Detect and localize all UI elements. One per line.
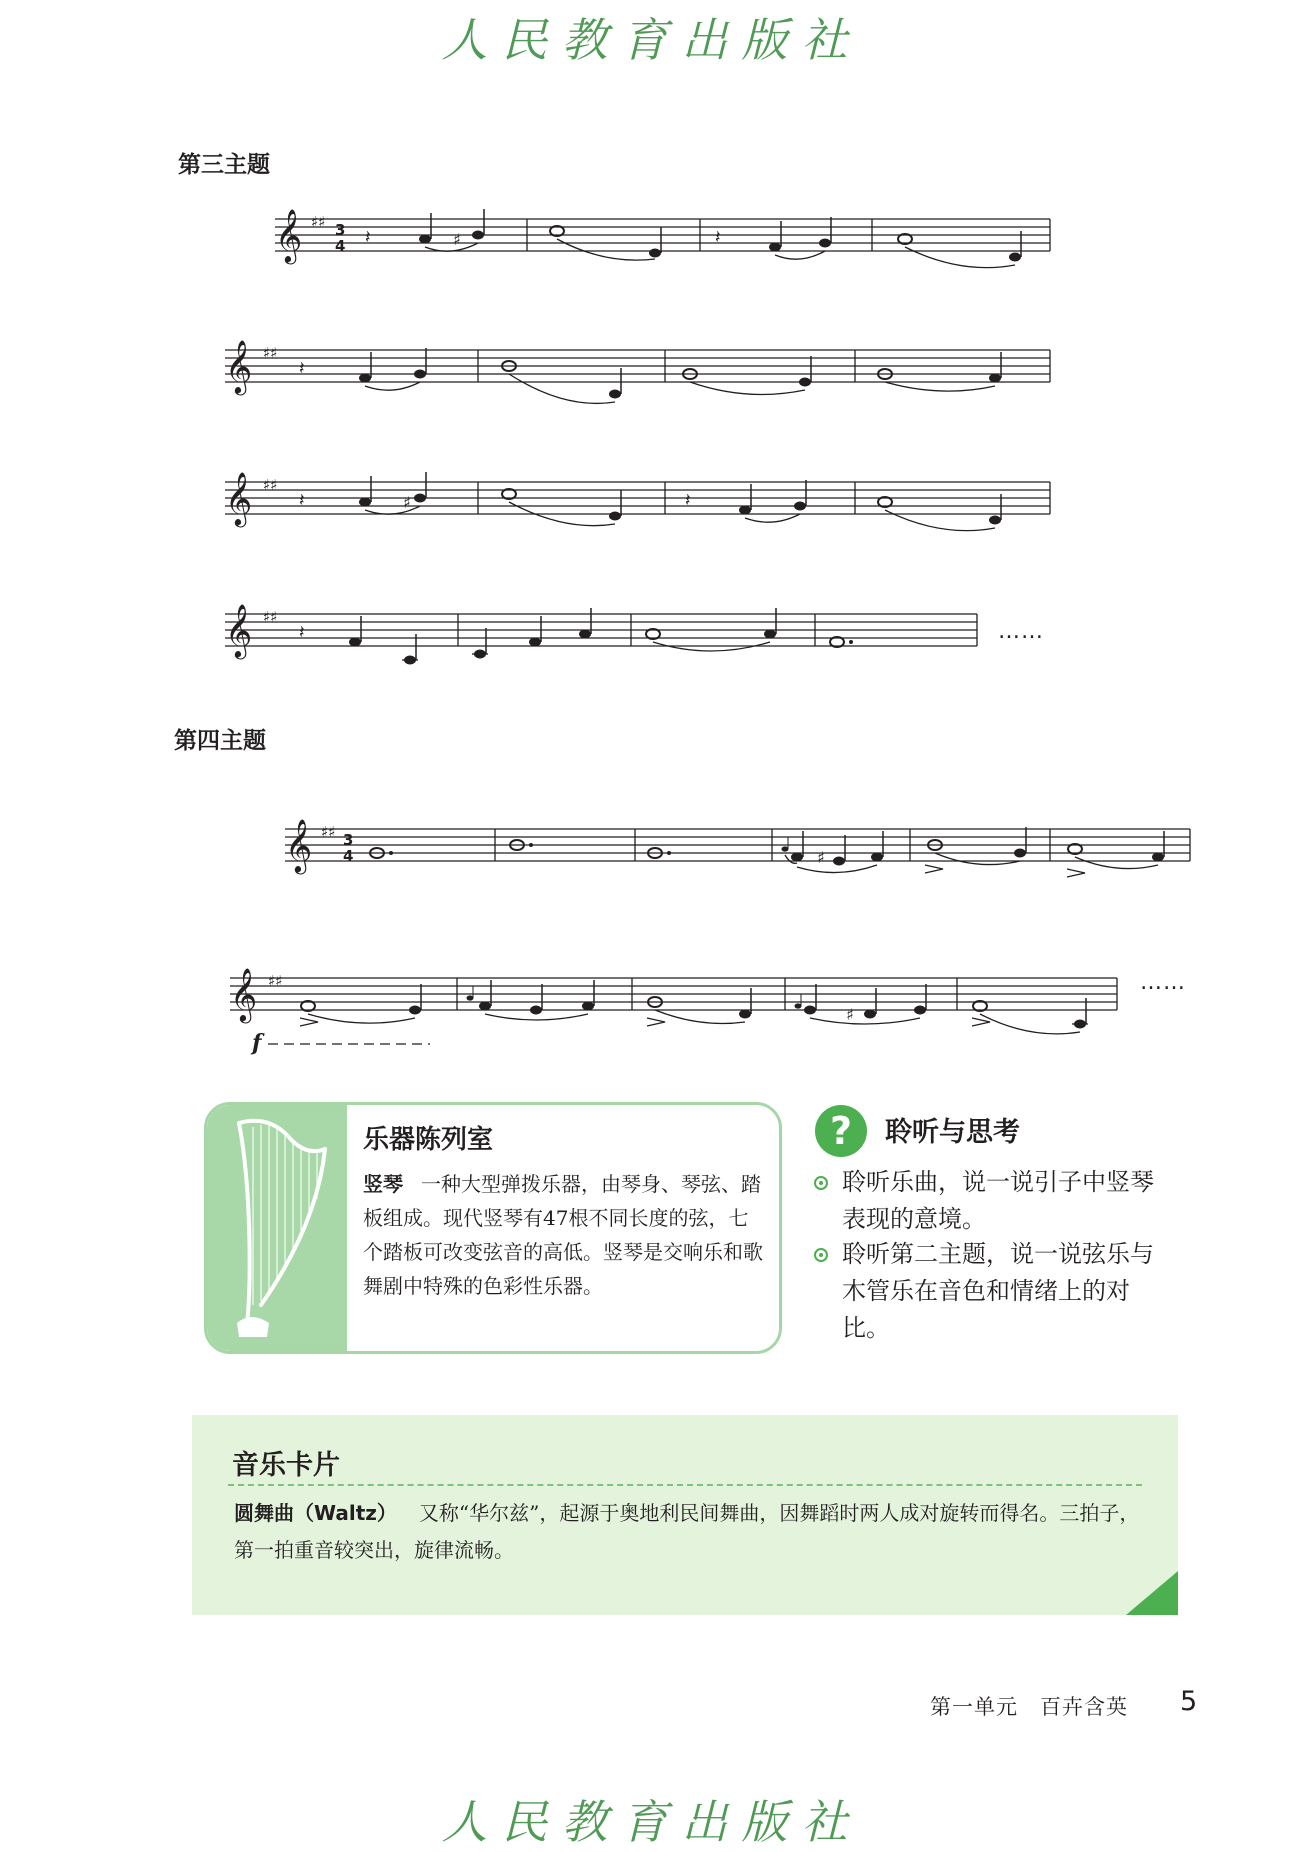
theme3-label: 第三主题 xyxy=(178,152,270,178)
svg-text:♯: ♯ xyxy=(817,848,825,867)
instrument-term: 竖琴 xyxy=(363,1172,403,1196)
instrument-title: 乐器陈列室 xyxy=(363,1125,494,1155)
instrument-description xyxy=(363,1167,763,1303)
footer-unit: 第一单元 百卉含英 xyxy=(930,1695,1128,1719)
page-curl-icon xyxy=(1126,1571,1178,1615)
harp-icon xyxy=(207,1105,347,1351)
question-icon: ? xyxy=(815,1105,867,1157)
svg-text:𝄞: 𝄞 xyxy=(285,818,313,872)
listen-think-item-1: 聆听乐曲，说一说引子中竖琴表现的意境。 xyxy=(814,1164,1174,1238)
theme3-staff-3 xyxy=(225,468,1055,538)
svg-text:♯: ♯ xyxy=(403,493,411,512)
music-card-description xyxy=(234,1495,1144,1569)
page-number: 5 xyxy=(1180,1686,1198,1717)
bullet-icon xyxy=(814,1248,828,1262)
svg-text:3: 3 xyxy=(343,831,354,849)
svg-text:𝄽: 𝄽 xyxy=(299,358,305,379)
svg-text:𝄽: 𝄽 xyxy=(299,622,305,643)
theme4-staff-1 xyxy=(285,815,1195,885)
divider xyxy=(228,1484,1142,1486)
publisher-footer: 人民教育出版社 xyxy=(441,1795,862,1849)
svg-text:3: 3 xyxy=(335,221,346,239)
theme4-continuation: …… xyxy=(1140,970,1186,995)
instrument-desc-text: 一种大型弹拨乐器，由琴身、琴弦、踏板组成。现代竖琴有47根不同长度的弦，七个踏板可改变弦音的高低。竖琴是交响乐和歌舞剧中特殊的色彩性乐器。 xyxy=(363,1172,763,1298)
bullet-icon xyxy=(814,1176,828,1190)
svg-text:♯♯: ♯♯ xyxy=(263,344,278,362)
listen-think-item-2: 聆听第二主题，说一说弦乐与木管乐在音色和情绪上的对比。 xyxy=(814,1236,1174,1347)
svg-text:♯♯: ♯♯ xyxy=(263,608,278,626)
svg-text:4: 4 xyxy=(335,237,346,255)
theme3-staff-1 xyxy=(275,205,1055,275)
svg-text:♯♯: ♯♯ xyxy=(263,476,278,494)
svg-text:♯♯: ♯♯ xyxy=(268,972,283,990)
svg-text:𝄽: 𝄽 xyxy=(299,490,305,511)
svg-text:♯: ♯ xyxy=(846,1005,854,1024)
music-card-desc-text: 又称“华尔兹”，起源于奥地利民间舞曲，因舞蹈时两人成对旋转而得名。三拍子，第一拍重音较突出，旋律流畅。 xyxy=(234,1501,1140,1562)
theme3-staff-2 xyxy=(225,336,1055,406)
listen-think-title: 聆听与思考 xyxy=(885,1117,1020,1148)
theme4-staff-2 xyxy=(230,964,1130,1064)
svg-text:𝄽: 𝄽 xyxy=(715,227,721,248)
svg-text:𝄞: 𝄞 xyxy=(230,967,258,1021)
instrument-box xyxy=(204,1102,782,1354)
svg-text:♯: ♯ xyxy=(453,230,461,249)
music-card-term: 圆舞曲（Waltz） xyxy=(234,1501,397,1525)
theme3-staff-4 xyxy=(225,600,985,680)
svg-text:♯♯: ♯♯ xyxy=(311,213,326,231)
svg-text:𝄞: 𝄞 xyxy=(225,339,253,393)
svg-text:4: 4 xyxy=(343,847,354,865)
svg-text:♯♯: ♯♯ xyxy=(321,823,336,841)
svg-text:𝄞: 𝄞 xyxy=(225,471,253,525)
svg-text:𝄽: 𝄽 xyxy=(685,490,691,511)
dynamic-marking: f xyxy=(252,1030,262,1056)
theme3-continuation: …… xyxy=(998,619,1044,644)
publisher-header: 人民教育出版社 xyxy=(441,13,862,67)
svg-text:𝄽: 𝄽 xyxy=(365,227,371,248)
music-card-title: 音乐卡片 xyxy=(232,1450,340,1481)
svg-text:𝄞: 𝄞 xyxy=(275,208,303,262)
theme4-label: 第四主题 xyxy=(174,728,266,754)
svg-text:𝄞: 𝄞 xyxy=(225,603,253,657)
music-card xyxy=(192,1415,1178,1615)
harp-panel xyxy=(207,1105,347,1351)
